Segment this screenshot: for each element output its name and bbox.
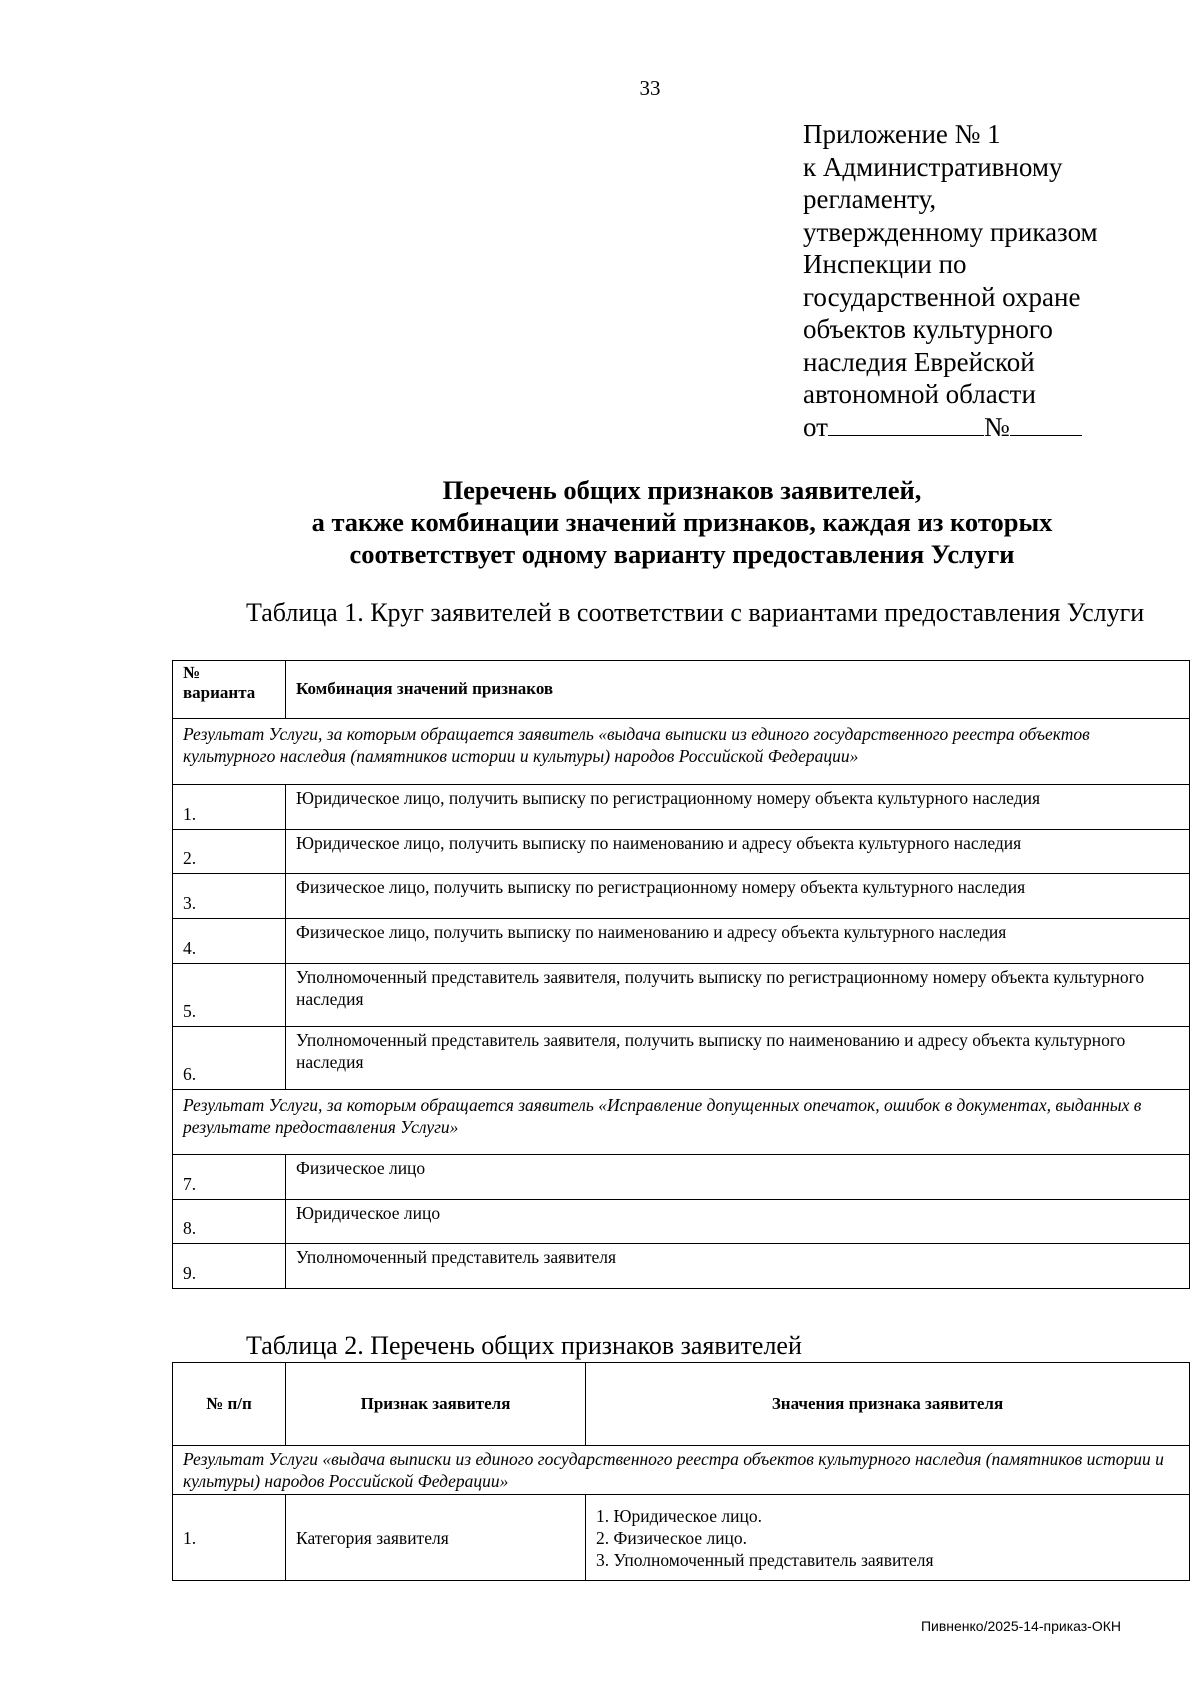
variant-text: Юридическое лицо bbox=[286, 1200, 1190, 1244]
variant-text: Юридическое лицо, получить выписку по наименованию и адресу объекта культурного наследия bbox=[286, 830, 1190, 874]
title-line: соответствует одному варианту предоставления Услуги bbox=[349, 539, 1015, 569]
variant-number: 3. bbox=[173, 874, 286, 919]
feature-value-item: 1. Юридическое лицо. bbox=[596, 1505, 762, 1526]
variant-text: Уполномоченный представитель заявителя, получить выписку по регистрационному номеру объекта культурного наследия bbox=[286, 964, 1190, 1027]
table-row bbox=[173, 1495, 1190, 1581]
table1 bbox=[172, 660, 1190, 1289]
variant-text: Физическое лицо bbox=[286, 1155, 1190, 1200]
variant-text: Юридическое лицо, получить выписку по регистрационному номеру объекта культурного наследия bbox=[286, 785, 1190, 830]
feature-value-item: 2. Физическое лицо. bbox=[596, 1527, 748, 1548]
table-row bbox=[173, 1244, 1190, 1289]
date-prefix: от bbox=[803, 411, 828, 442]
variant-text: Физическое лицо, получить выписку по регистрационному номеру объекта культурного наследия bbox=[286, 874, 1190, 919]
table-header-row bbox=[173, 661, 1190, 719]
row-number: 1. bbox=[173, 1495, 286, 1581]
number-sign: № bbox=[983, 411, 1010, 442]
variant-text: Уполномоченный представитель заявителя bbox=[286, 1244, 1190, 1289]
table-row bbox=[173, 1027, 1190, 1090]
variant-number: 2. bbox=[173, 830, 286, 874]
header-combination: Комбинация значений признаков bbox=[286, 661, 1190, 719]
header-row-number: № п/п bbox=[173, 1363, 286, 1446]
page-number: 33 bbox=[639, 76, 661, 100]
header-feature: Признак заявителя bbox=[286, 1363, 586, 1446]
feature-name: Категория заявителя bbox=[286, 1495, 586, 1581]
table-row bbox=[173, 830, 1190, 874]
appendix-line: утвержденному приказом bbox=[803, 216, 1098, 247]
table-row bbox=[173, 964, 1190, 1027]
appendix-line: регламенту, bbox=[803, 184, 937, 214]
table-row bbox=[173, 1155, 1190, 1200]
variant-number: 5. bbox=[173, 964, 286, 1027]
section-text: Результат Услуги, за которым обращается заявитель «выдача выписки из единого государственного реестра объектов культурного наследия (памятников истории и культуры) народов Российской Федерации» bbox=[173, 719, 1190, 785]
variant-number: 8. bbox=[173, 1200, 286, 1244]
title-line: а также комбинации значений признаков, каждая из которых bbox=[311, 507, 1053, 537]
table-row bbox=[173, 874, 1190, 919]
table2-caption: Таблица 2. Перечень общих признаков заявителей bbox=[246, 1331, 802, 1360]
section-text: Результат Услуги, за которым обращается заявитель «Исправление допущенных опечаток, ошибок в документах, выданных в результате предоставления Услуги» bbox=[173, 1090, 1190, 1155]
section-row bbox=[173, 1446, 1190, 1495]
appendix-line: к Административному bbox=[803, 151, 1063, 182]
table-row bbox=[173, 919, 1190, 964]
appendix-line: объектов культурного bbox=[803, 314, 1053, 344]
variant-number: 7. bbox=[173, 1155, 286, 1200]
variant-text: Физическое лицо, получить выписку по наименованию и адресу объекта культурного наследия bbox=[286, 919, 1190, 964]
section-text: Результат Услуги «выдача выписки из единого государственного реестра объектов культурного наследия (памятников истории и культуры) народов Российской Федерации» bbox=[173, 1446, 1190, 1495]
table1-caption: Таблица 1. Круг заявителей в соответствии с вариантами предоставления Услуги bbox=[246, 598, 1145, 627]
appendix-line: Инспекции по bbox=[803, 249, 967, 279]
table-row bbox=[173, 785, 1190, 830]
section-row bbox=[173, 719, 1190, 785]
title-line: Перечень общих признаков заявителей, bbox=[442, 475, 922, 505]
section-row bbox=[173, 1090, 1190, 1155]
appendix-line: автономной области bbox=[803, 379, 1036, 409]
appendix-line: Приложение № 1 bbox=[803, 119, 1001, 149]
table-header-row bbox=[173, 1363, 1190, 1446]
header-feature-values: Значения признака заявителя bbox=[586, 1363, 1190, 1446]
appendix-date-line bbox=[803, 411, 1163, 444]
variant-text: Уполномоченный представитель заявителя, получить выписку по наименованию и адресу объекта культурного наследия bbox=[286, 1027, 1190, 1090]
table-row bbox=[173, 1200, 1190, 1244]
feature-value-item: 3. Уполномоченный представитель заявителя bbox=[596, 1549, 934, 1570]
footer-doc-id: Пивненко/2025-14-приказ-ОКН bbox=[920, 1618, 1121, 1634]
date-blank bbox=[828, 413, 984, 436]
appendix-block bbox=[803, 118, 1163, 443]
appendix-line: наследия Еврейской bbox=[803, 346, 1035, 377]
variant-number: 1. bbox=[173, 785, 286, 830]
variant-number: 6. bbox=[173, 1027, 286, 1090]
variant-number: 9. bbox=[173, 1244, 286, 1289]
appendix-line: государственной охране bbox=[803, 281, 1081, 312]
document-title bbox=[172, 474, 1192, 570]
header-variant-number: № варианта bbox=[173, 661, 286, 719]
variant-number: 4. bbox=[173, 919, 286, 964]
feature-values bbox=[586, 1495, 1190, 1581]
table2 bbox=[172, 1362, 1190, 1581]
number-blank bbox=[1010, 413, 1082, 436]
